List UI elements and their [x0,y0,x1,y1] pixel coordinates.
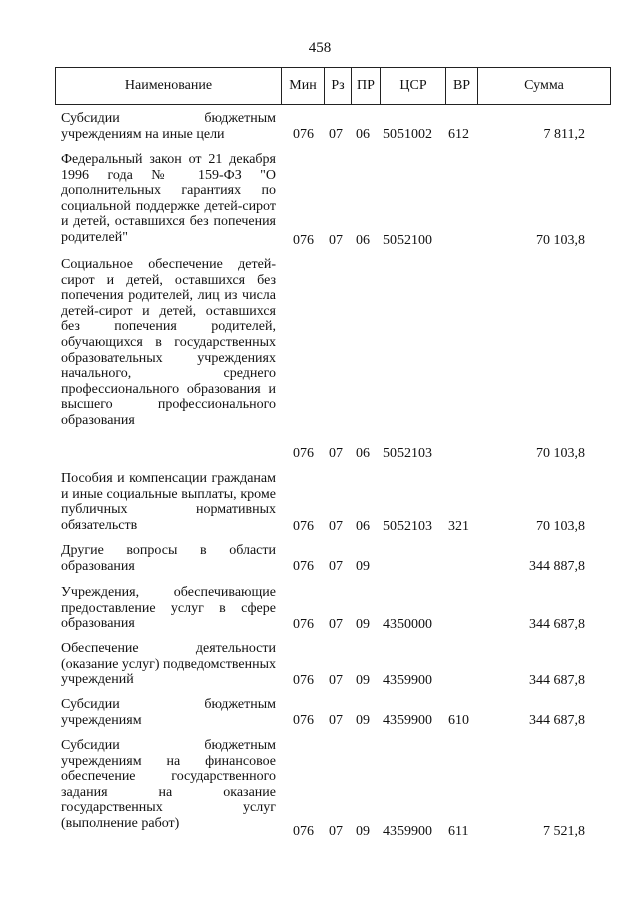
row-min: 076 [293,519,314,534]
row-name: Другие вопросы в области образования [61,543,276,574]
row-rz: 07 [329,617,343,632]
row-name: Федеральный закон от 21 декабря 1996 года № 159-ФЗ "О дополнительных гарантиях по социальной поддержке детей-сирот и детей, оставшихся без попечения родителей" [61,152,276,245]
row-sum: 344 887,8 [529,559,585,574]
row-csr: 5052103 [383,446,432,461]
row-csr: 4359900 [383,824,432,839]
row-vr: 612 [448,126,469,142]
row-sum: 70 103,8 [536,519,585,534]
row-rz: 07 [329,446,343,461]
row-rz: 07 [329,673,343,688]
row-pr: 09 [356,824,370,839]
row-vr: 321 [448,519,469,534]
header-sum: Сумма [478,68,611,105]
row-sum: 344 687,8 [529,713,585,728]
row-rz: 07 [329,559,343,574]
row-sum: 7 811,2 [543,126,585,142]
row-pr: 06 [356,519,370,534]
header-pr: ПР [352,68,381,105]
row-name: Учреждения, обеспечивающие предоставление услуг в сфере образования [61,585,276,632]
row-sum: 70 103,8 [536,446,585,461]
header-name: Наименование [56,68,282,105]
row-min: 076 [293,617,314,632]
row-csr: 5051002 [383,126,432,142]
header-rz: Рз [325,68,352,105]
row-sum: 344 687,8 [529,617,585,632]
row-vr: 611 [448,824,469,839]
row-min: 076 [293,824,314,839]
row-csr: 5052103 [383,519,432,534]
header-vr: ВР [446,68,478,105]
row-pr: 06 [356,126,370,142]
row-name: Субсидии бюджетным учреждениям на финансовое обеспечение государственного задания на оказание государственных услуг (выполнение работ) [61,738,276,831]
row-rz: 07 [329,233,343,248]
row-rz: 07 [329,126,343,142]
row-pr: 09 [356,713,370,728]
row-name: Социальное обеспечение детей-сирот и детей, оставшихся без попечения родителей, лиц из числа детей-сирот и детей, оставшихся без попечения родителей, обучающихся в государственных образовательных учреждениях начального, среднего профессионального образования и высшего профессионального образования [61,257,276,428]
row-vr: 610 [448,713,469,728]
page-number: 458 [308,40,332,56]
row-min: 076 [293,233,314,248]
row-name: Пособия и компенсации гражданам и иные социальные выплаты, кроме публичных нормативных обязательств [61,471,276,533]
row-pr: 09 [356,673,370,688]
row-csr: 4359900 [383,673,432,688]
row-rz: 07 [329,713,343,728]
row-sum: 7 521,8 [543,824,585,839]
row-min: 076 [293,446,314,461]
header-csr: ЦСР [381,68,446,105]
row-sum: 344 687,8 [529,673,585,688]
row-name: Обеспечение деятельности (оказание услуг) подведомственных учреждений [61,641,276,688]
row-sum: 70 103,8 [536,233,585,248]
row-min: 076 [293,126,314,142]
row-csr: 4350000 [383,617,432,632]
row-rz: 07 [329,824,343,839]
row-pr: 06 [356,233,370,248]
row-min: 076 [293,713,314,728]
table-header [55,67,611,105]
header-min: Мин [282,68,325,105]
row-csr: 5052100 [383,233,432,248]
row-pr: 06 [356,446,370,461]
row-csr: 4359900 [383,713,432,728]
row-name: Субсидии бюджетным учреждениям [61,697,276,728]
row-rz: 07 [329,519,343,534]
row-name: Субсидии бюджетным учреждениям на иные цели [61,111,276,142]
row-min: 076 [293,673,314,688]
row-pr: 09 [356,559,370,574]
row-pr: 09 [356,617,370,632]
row-min: 076 [293,559,314,574]
